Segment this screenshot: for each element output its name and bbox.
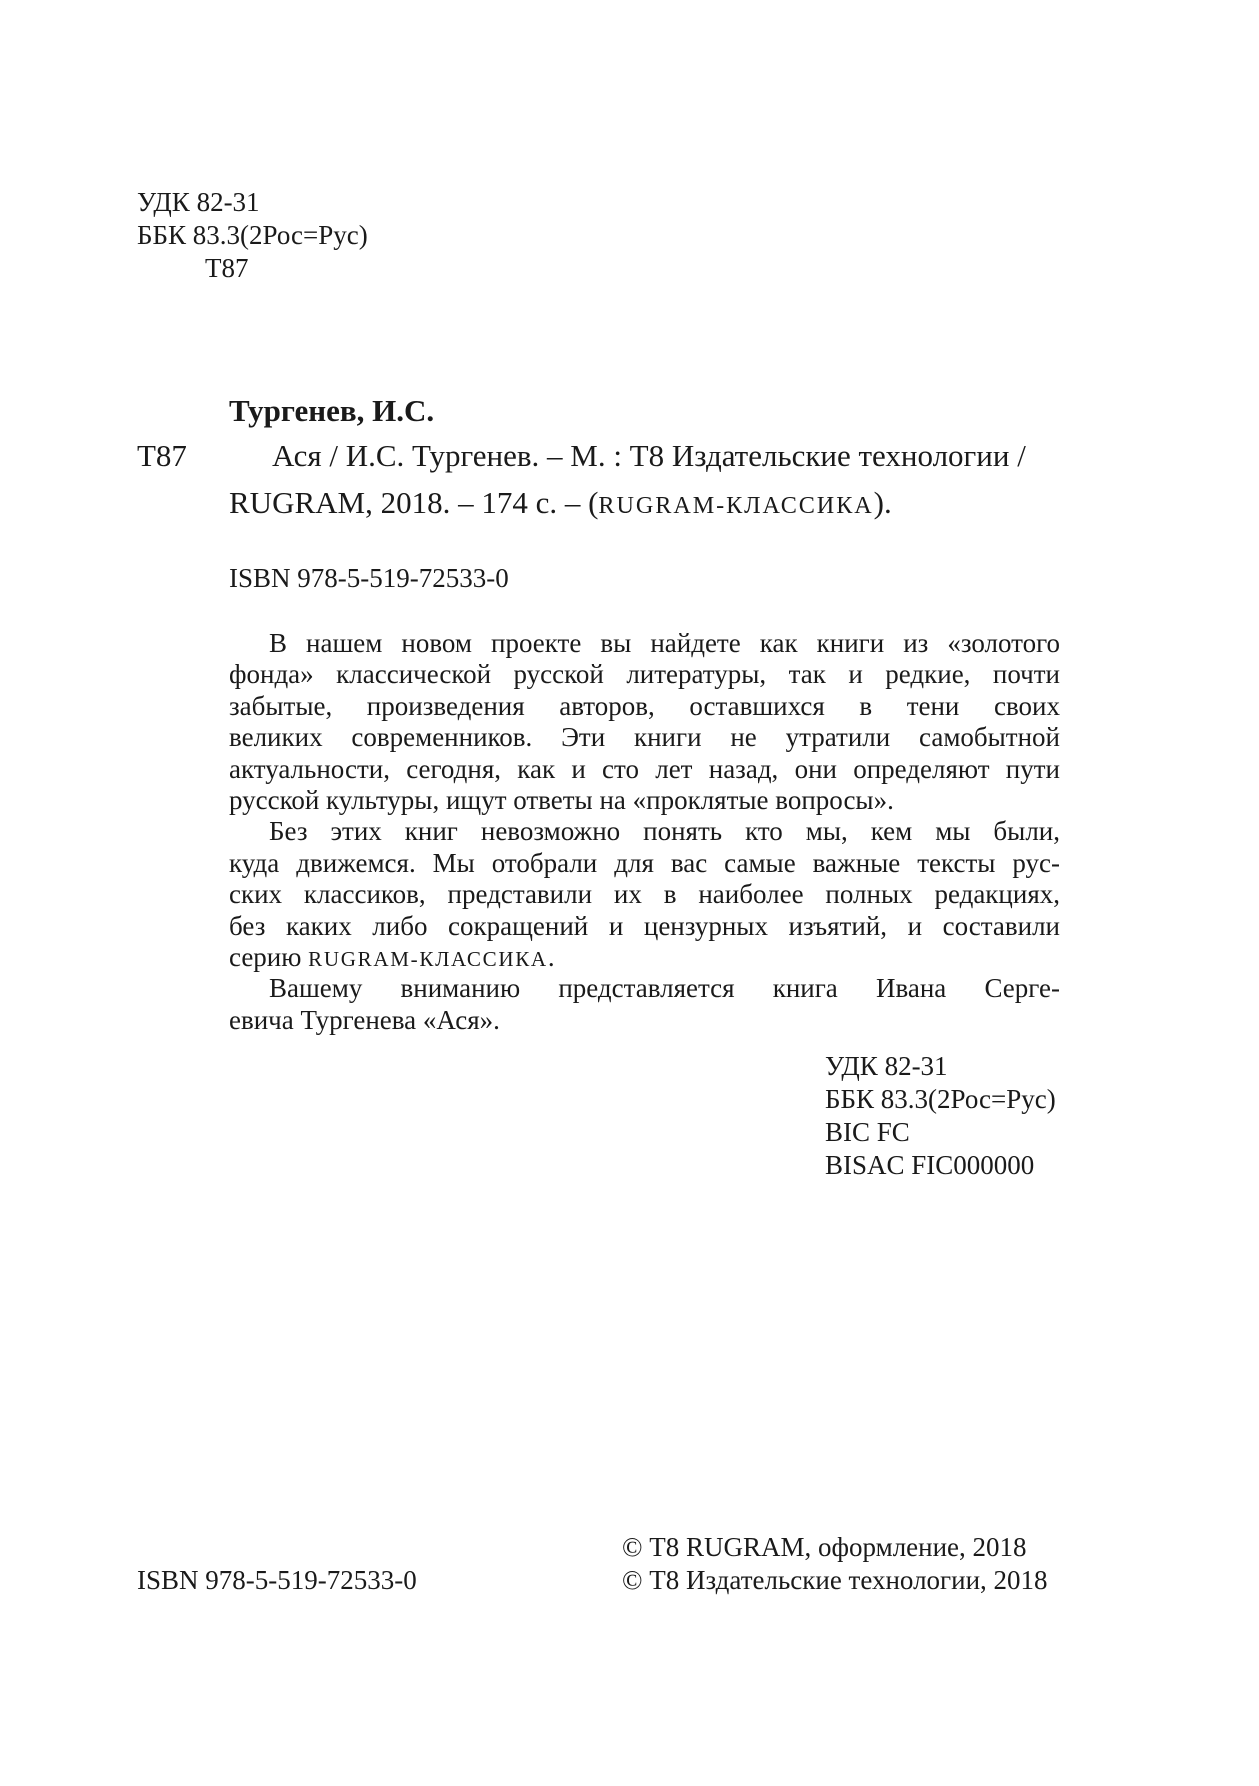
annotation-line: ских классиков, представили их в наиболее полных редакциях, <box>229 879 1060 910</box>
series-prefix: серию <box>229 941 309 972</box>
annotation-line: куда движемся. Мы отобрали для вас самые важные тексты рус- <box>229 847 1060 878</box>
bic-code: BIC FC <box>825 1117 910 1147</box>
udk-code: УДК 82-31 <box>137 187 260 217</box>
author-name: Тургенев, И.С. <box>229 393 435 428</box>
bbk-code: ББК 83.3(2Рос=Рус) <box>137 220 368 250</box>
bib-end-text: ). <box>873 485 892 520</box>
bisac-code: BISAC FIC000000 <box>825 1150 1035 1180</box>
author-mark-left: Т87 <box>137 438 187 473</box>
copyright-line-1: © Т8 RUGRAM, оформление, 2018 <box>622 1532 1027 1562</box>
top-classification <box>137 186 368 285</box>
series-name: RUGRAM-КЛАССИКА <box>598 492 874 519</box>
annotation-line: Вашему вниманию представляется книга Ивана Серге- <box>269 973 1060 1004</box>
bibliographic-line-1: Ася / И.С. Тургенев. – М. : Т8 Издательские технологии / <box>272 438 1026 473</box>
annotation-line: забытые, произведения авторов, оставшихся в тени своих <box>229 690 1060 721</box>
annotation-line: фонда» классической русской литературы, так и редкие, почти <box>229 659 1060 690</box>
series-suffix: . <box>547 941 555 972</box>
annotation-line: Без этих книг невозможно понять кто мы, кем мы были, <box>269 816 1060 847</box>
copyright-block <box>622 1531 1048 1597</box>
annotation-line: русской культуры, ищут ответы на «проклятые вопросы». <box>229 784 894 815</box>
annotation-line: евича Тургенева «Ася». <box>229 1004 500 1035</box>
isbn-footer: ISBN 978-5-519-72533-0 <box>137 1565 417 1595</box>
right-classification <box>825 1050 1056 1182</box>
author-mark: Т87 <box>205 253 249 283</box>
isbn-main: ISBN 978-5-519-72533-0 <box>229 563 509 593</box>
bib-main-text: RUGRAM, 2018. – 174 с. – ( <box>229 485 599 520</box>
bibliographic-line-2 <box>229 485 892 524</box>
series-name: RUGRAM-КЛАССИКА <box>308 946 548 971</box>
annotation-line <box>229 942 1060 973</box>
annotation <box>229 628 1060 1036</box>
udk-code: УДК 82-31 <box>825 1051 948 1081</box>
annotation-line: В нашем новом проекте вы найдете как книги из «золотого <box>269 628 1060 658</box>
bbk-code: ББК 83.3(2Рос=Рус) <box>825 1084 1056 1114</box>
annotation-line: актуальности, сегодня, как и сто лет назад, они определяют пути <box>229 753 1060 784</box>
copyright-line-2: © Т8 Издательские технологии, 2018 <box>622 1565 1048 1595</box>
annotation-line: без каких либо сокращений и цензурных изъятий, и составили <box>229 910 1060 941</box>
annotation-line: великих современников. Эти книги не утратили самобытной <box>229 722 1060 753</box>
